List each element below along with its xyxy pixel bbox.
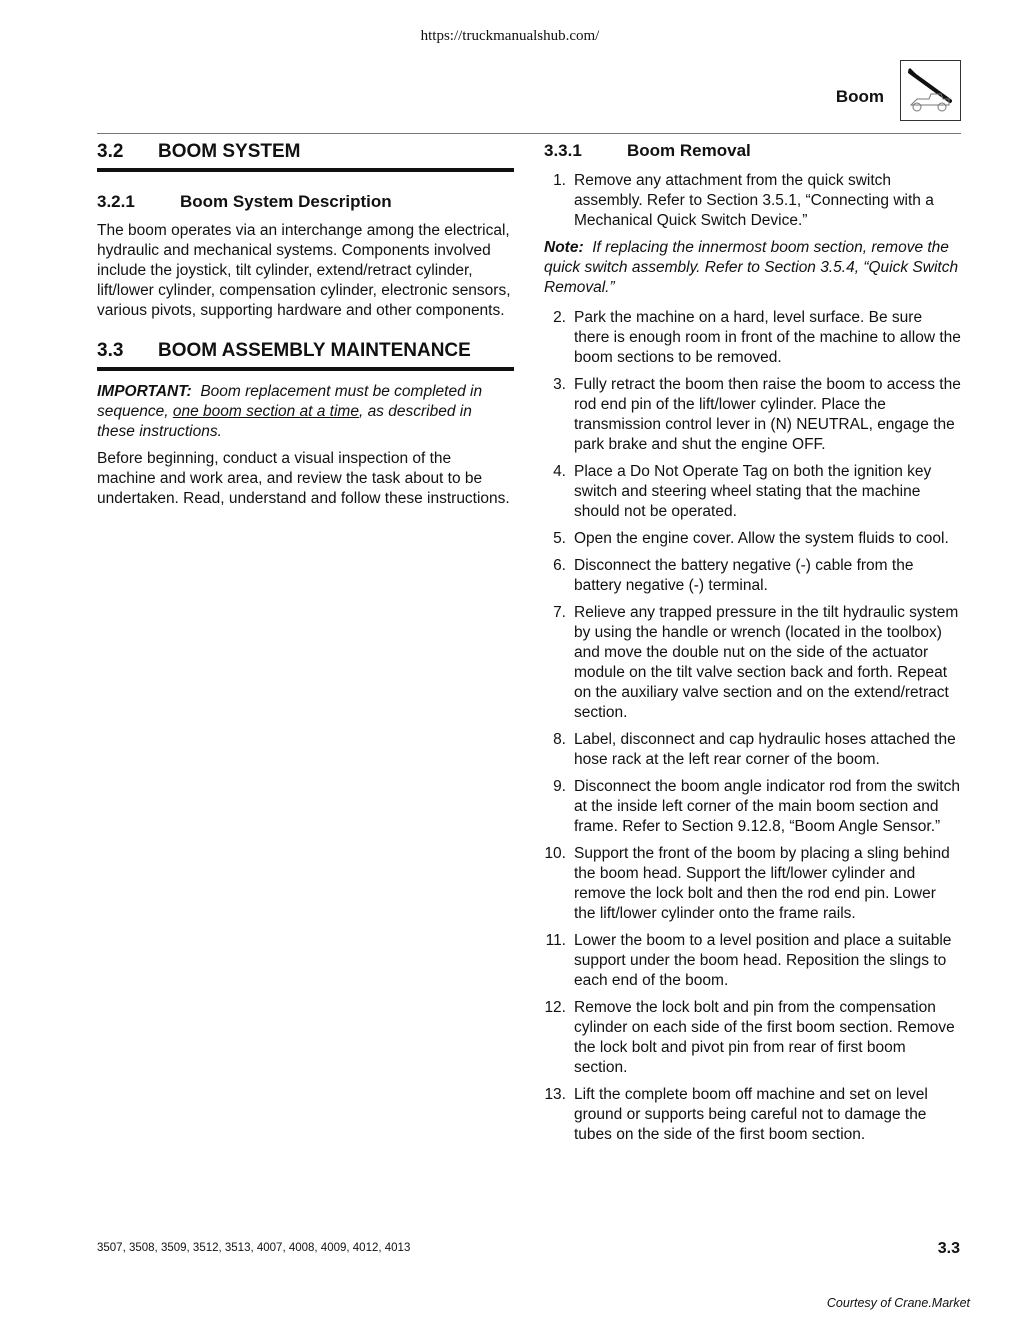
section-title: Boom Removal [627, 141, 751, 160]
telehandler-boom-icon [900, 60, 961, 121]
step-text: Park the machine on a hard, level surface. Be sure there is enough room in front of the machine to allow the boom sections to be removed. [574, 309, 961, 366]
list-item [544, 529, 961, 549]
section-title: Boom System Description [180, 192, 392, 211]
step-text: Lift the complete boom off machine and set on level ground or supports being careful not to damage the tubes on the side of the first boom section. [574, 1086, 928, 1143]
heading-rule [97, 367, 514, 371]
list-item [544, 171, 961, 231]
important-notice [97, 382, 514, 442]
list-item [544, 556, 961, 596]
section-heading-3-3-1 [544, 140, 961, 161]
section-heading-3-2-1 [97, 192, 514, 212]
courtesy-credit: Courtesy of Crane.Market [826, 1296, 970, 1310]
step-text: Relieve any trapped pressure in the tilt hydraulic system by using the handle or wrench (located in the toolbox) and move the double nut on the side of the actuator module on the tilt valve section back and forth. Repeat on the auxiliary valve section and on the extend/retract section. [574, 604, 959, 721]
step-text: Place a Do Not Operate Tag on both the ignition key switch and steering wheel stating that the machine should not be operated. [574, 463, 932, 520]
boom-system-description: The boom operates via an interchange among the electrical, hydraulic and mechanical systems. Components involved include the joystick, tilt cylinder, extend/retract cylinder, lift/lower cylinder, compensation cylinder, electronic sensors, various pivots, supporting hardware and other components. [97, 222, 511, 319]
list-item [544, 1085, 961, 1145]
step-text: Label, disconnect and cap hydraulic hoses attached the hose rack at the left rear corner of the boom. [574, 731, 956, 768]
source-url[interactable]: https://truckmanualshub.com/ [420, 28, 600, 44]
list-item [544, 308, 961, 368]
note [544, 238, 961, 298]
step-text: Remove the lock bolt and pin from the compensation cylinder on each side of the first boom section. Remove the lock bolt and pivot pin from rear of first boom section. [574, 999, 955, 1076]
step-number: 9. [553, 778, 566, 795]
list-item [544, 998, 961, 1078]
step-text: Lower the boom to a level position and place a suitable support under the boom head. Reposition the slings to each end of the boom. [574, 932, 952, 989]
important-text-before: Boom replacement must be completed in sequence, [97, 383, 483, 420]
section-number: 3.2 [97, 141, 124, 162]
page-number: 3.3 [937, 1240, 960, 1257]
heading-rule [97, 168, 514, 172]
important-label: IMPORTANT: [97, 383, 192, 400]
section-number: 3.2.1 [97, 192, 135, 211]
list-item [544, 777, 961, 837]
list-item [544, 730, 961, 770]
step-text: Support the front of the boom by placing a sling behind the boom head. Support the lift/lower cylinder and remove the lock bolt and then the rod end pin. Lower the lift/lower cylinder onto the frame rails. [574, 845, 950, 922]
section-heading-3-2 [97, 140, 514, 168]
step-number: 11. [545, 932, 566, 949]
step-number: 8. [553, 731, 566, 748]
step-number: 2. [553, 309, 566, 326]
step-text: Remove any attachment from the quick switch assembly. Refer to Section 3.5.1, “Connecting with a Mechanical Quick Switch Device.” [574, 172, 934, 229]
step-number: 1. [553, 172, 566, 189]
removal-steps [544, 308, 961, 1145]
chapter-label: Boom [835, 87, 884, 106]
section-number: 3.3 [97, 340, 124, 361]
step-text: Disconnect the boom angle indicator rod from the switch at the inside left corner of the main boom section and frame. Refer to Section 9.12.8, “Boom Angle Sensor.” [574, 778, 960, 835]
step-number: 7. [553, 604, 566, 621]
step-text: Open the engine cover. Allow the system fluids to cool. [574, 530, 949, 547]
maintenance-intro: Before beginning, conduct a visual inspection of the machine and work area, and review the task about to be undertaken. Read, understand and follow these instructions. [97, 450, 510, 507]
step-number: 4. [553, 463, 566, 480]
list-item [544, 375, 961, 455]
list-item [544, 931, 961, 991]
section-number: 3.3.1 [544, 141, 582, 160]
step-number: 3. [553, 376, 566, 393]
list-item [544, 603, 961, 723]
step-text: Disconnect the battery negative (-) cable from the battery negative (-) terminal. [574, 557, 914, 594]
header-rule [97, 133, 961, 134]
step-number: 13. [544, 1086, 566, 1103]
model-list: 3507, 3508, 3509, 3512, 3513, 4007, 4008, 4009, 4012, 4013 [97, 1242, 411, 1254]
note-text: If replacing the innermost boom section, remove the quick switch assembly. Refer to Section 3.5.4, “Quick Switch Removal.” [544, 239, 959, 296]
step-number: 5. [553, 530, 566, 547]
step-text: Fully retract the boom then raise the boom to access the rod end pin of the lift/lower cylinder. Place the transmission control lever in (N) NEUTRAL, engage the park brake and shut the engine OFF. [574, 376, 961, 453]
left-column [97, 140, 514, 509]
list-item [544, 844, 961, 924]
removal-steps-first [544, 171, 961, 231]
section-title: BOOM ASSEMBLY MAINTENANCE [158, 340, 471, 361]
important-underlined-text: one boom section at a time [172, 403, 359, 420]
section-title: BOOM SYSTEM [158, 141, 301, 162]
step-number: 12. [544, 999, 566, 1016]
section-heading-3-3 [97, 339, 514, 367]
list-item [544, 462, 961, 522]
right-column [544, 140, 961, 1152]
important-text-after: , as described in these instructions. [97, 403, 472, 440]
step-number: 6. [553, 557, 566, 574]
step-number: 10. [544, 845, 566, 862]
note-label: Note: [544, 239, 584, 256]
